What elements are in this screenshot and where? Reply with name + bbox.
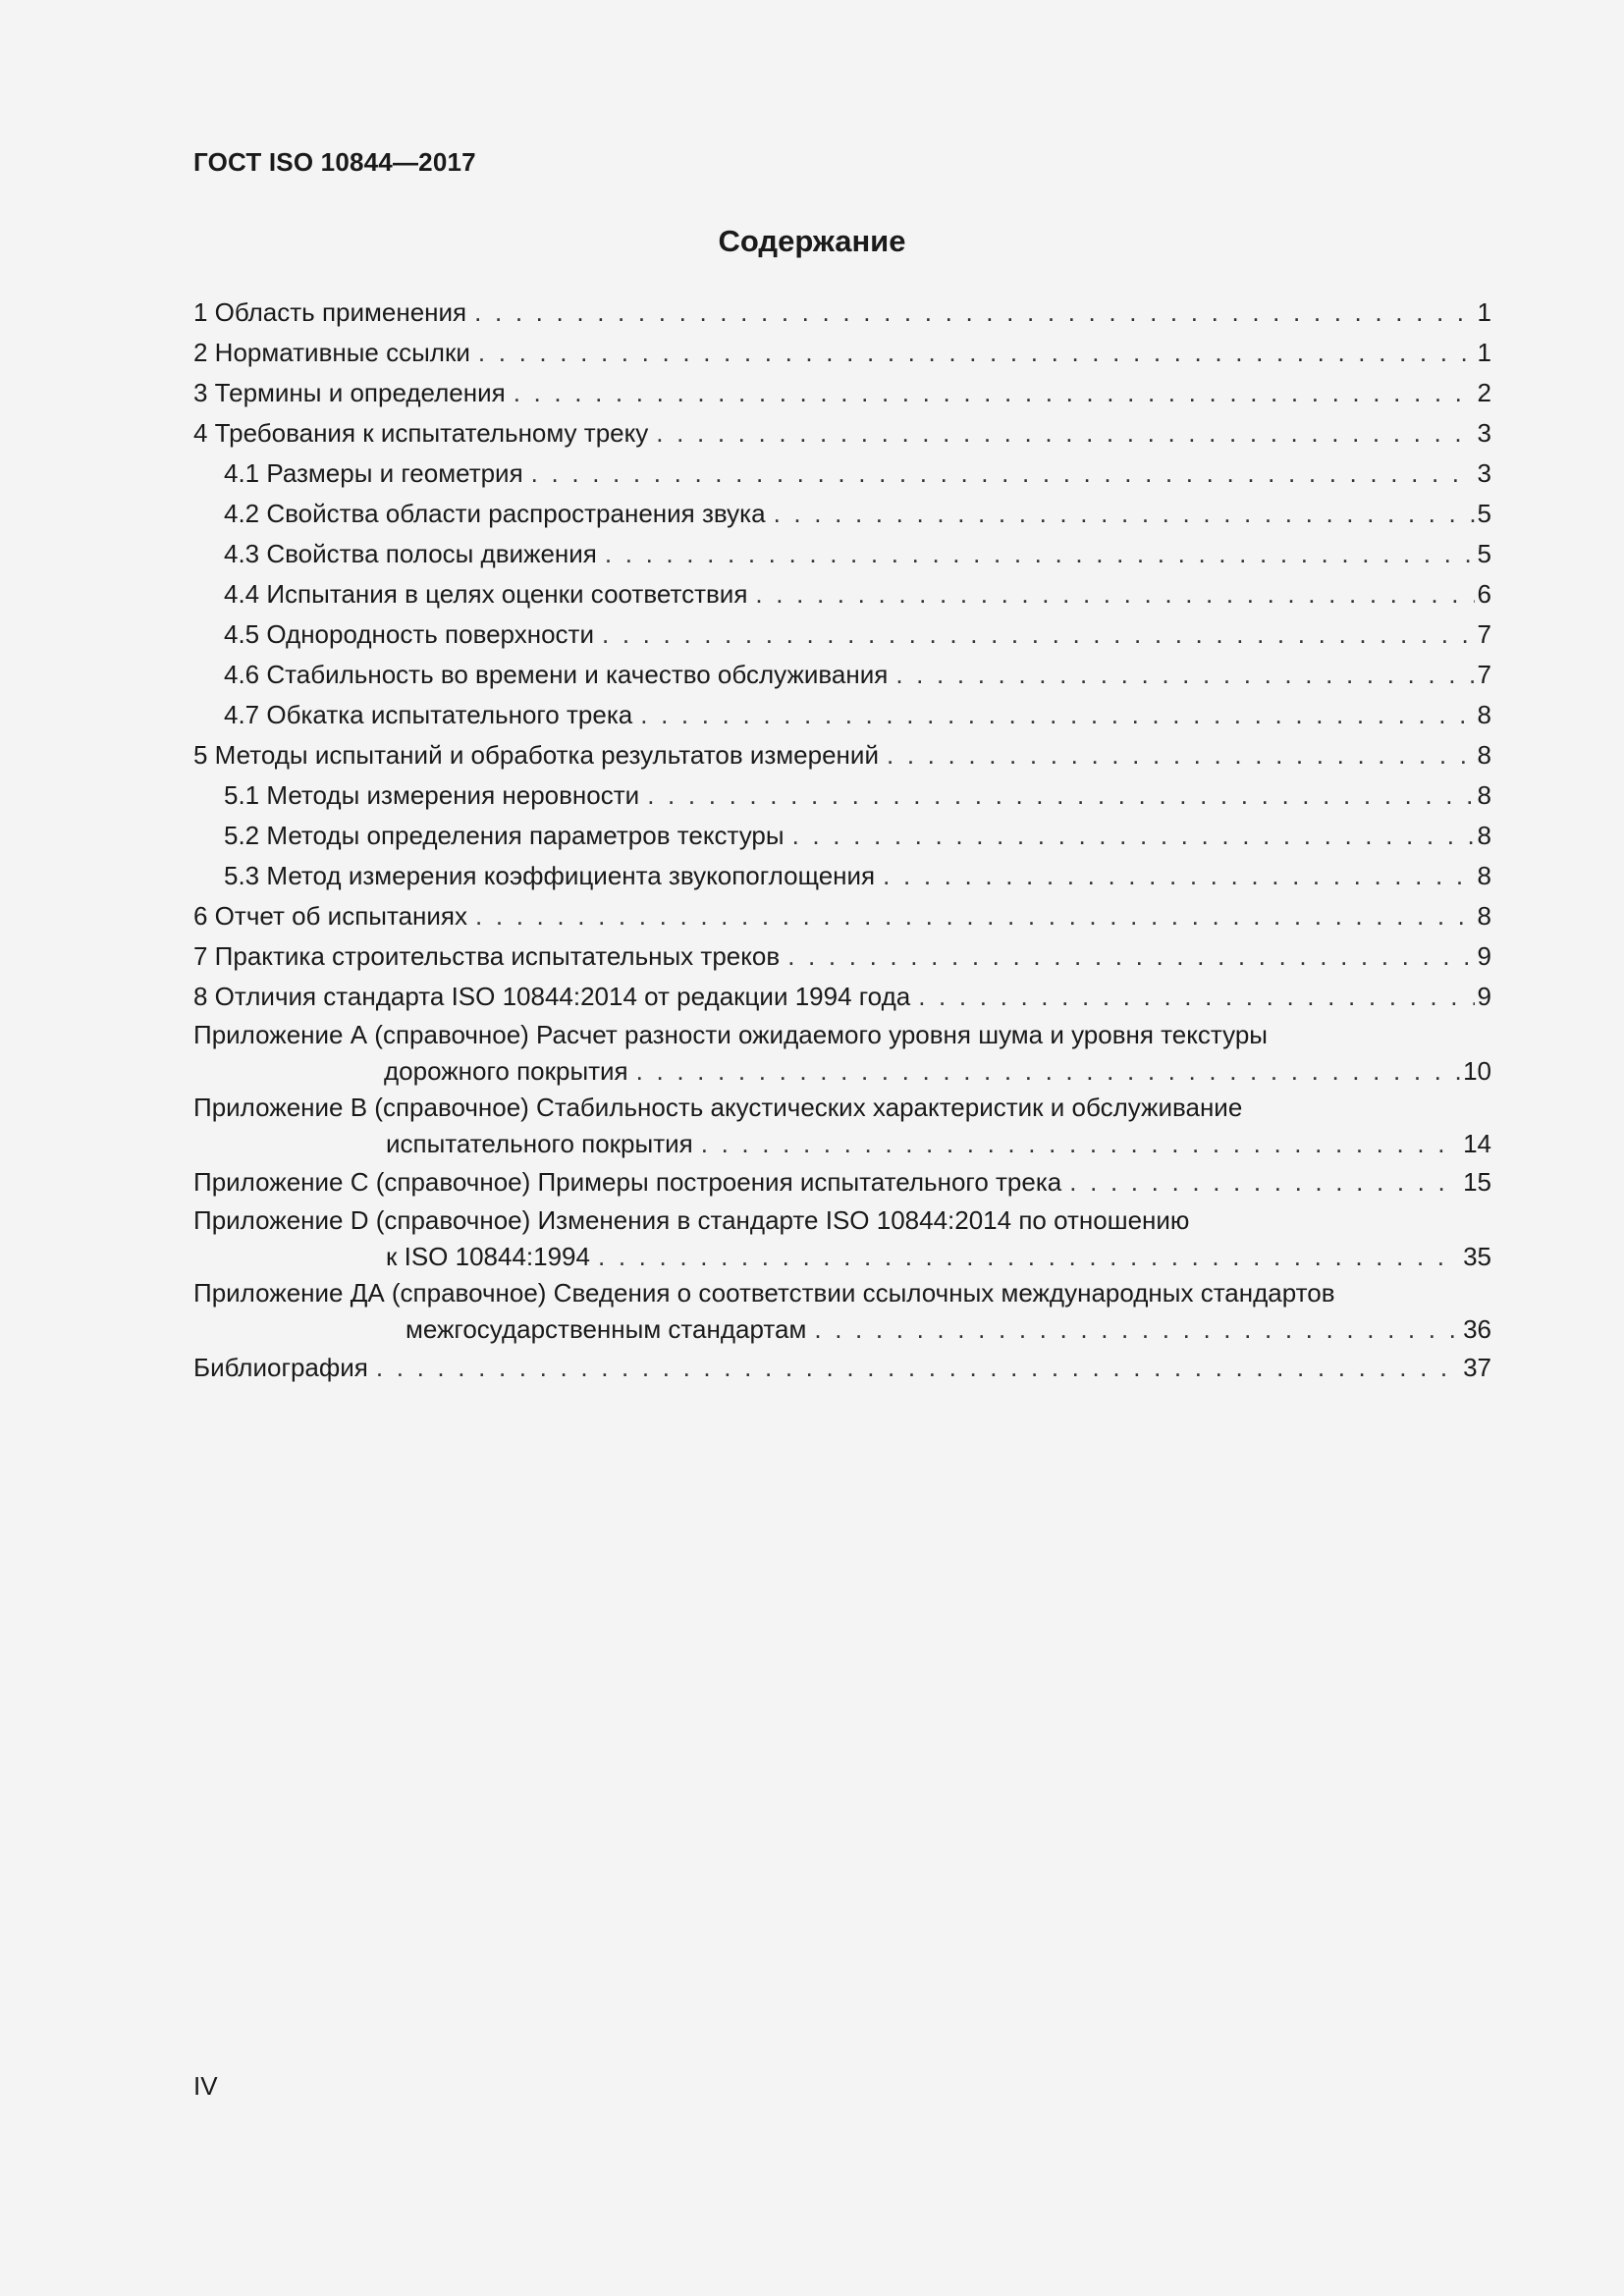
toc-entry-label: 4.6 Стабильность во времени и качество обслуживания [224, 660, 889, 689]
toc-entry-label: 4.3 Свойства полосы движения [224, 539, 597, 568]
leader-dots [656, 413, 1474, 454]
toc-entry-annex-da[interactable] [193, 1275, 1491, 1348]
leader-dots [887, 735, 1475, 775]
toc-entry-1[interactable] [193, 293, 1491, 333]
toc-entry-label: 5.2 Методы определения параметров текстуры [224, 821, 785, 850]
leader-dots [478, 333, 1475, 373]
toc-entry-page: 1 [1477, 297, 1491, 327]
toc-title: Содержание [718, 224, 906, 258]
leader-dots [531, 454, 1475, 494]
document-id: ГОСТ ISO 10844—2017 [193, 147, 476, 177]
toc-entry-label: 4 Требования к испытательному треку [193, 418, 649, 448]
toc-entry-page: 8 [1477, 700, 1491, 729]
toc-entry-label: 4.5 Однородность поверхности [224, 619, 594, 649]
leader-dots [474, 293, 1474, 333]
toc-entry-4[interactable] [193, 413, 1491, 454]
leader-dots [376, 1348, 1460, 1388]
leader-dots [787, 936, 1474, 977]
toc-entry-4-3[interactable] [193, 534, 1491, 574]
toc-entry-page: 8 [1477, 740, 1491, 770]
leader-dots [475, 896, 1475, 936]
toc-entry-page: 37 [1463, 1353, 1491, 1382]
toc-entry-label-continued: испытательного покрытия [386, 1129, 693, 1158]
toc-entry-label: 4.7 Обкатка испытательного трека [224, 700, 633, 729]
toc-entry-label: Приложение В (справочное) Стабильность акустических характеристик и обслуживание [193, 1093, 1243, 1122]
toc-entry-4-7[interactable] [193, 695, 1491, 735]
toc-entry-label: 5.1 Методы измерения неровности [224, 780, 640, 810]
table-of-contents [193, 293, 1491, 1388]
toc-entry-page: 35 [1463, 1242, 1491, 1271]
leader-dots [514, 373, 1475, 413]
leader-dots [640, 695, 1474, 735]
toc-entry-page: 5 [1477, 499, 1491, 528]
toc-entry-label: Библиография [193, 1353, 368, 1382]
toc-entry-2[interactable] [193, 333, 1491, 373]
toc-entry-5-3[interactable] [193, 856, 1491, 896]
toc-entry-annex-d[interactable] [193, 1202, 1491, 1275]
toc-entry-4-2[interactable] [193, 494, 1491, 534]
leader-dots [755, 574, 1474, 614]
toc-entry-label-continued: дорожного покрытия [384, 1056, 628, 1086]
toc-entry-label: Приложение D (справочное) Изменения в стандарте ISO 10844:2014 по отношению [193, 1205, 1190, 1235]
toc-entry-label: 7 Практика строительства испытательных треков [193, 941, 781, 971]
toc-entry-page: 8 [1477, 780, 1491, 810]
toc-entry-page: 9 [1477, 941, 1491, 971]
leader-dots [1069, 1162, 1460, 1202]
toc-entry-label: 4.1 Размеры и геометрия [224, 458, 523, 488]
leader-dots [602, 614, 1475, 655]
toc-entry-label: 5 Методы испытаний и обработка результатов измерений [193, 740, 879, 770]
toc-entry-label-continued: межгосударственным стандартам [406, 1314, 807, 1344]
toc-entry-annex-c[interactable] [193, 1162, 1491, 1202]
toc-entry-8[interactable] [193, 977, 1491, 1017]
toc-entry-5[interactable] [193, 735, 1491, 775]
toc-entry-page: 8 [1477, 861, 1491, 890]
toc-entry-page: 7 [1477, 619, 1491, 649]
toc-entry-page: 15 [1463, 1167, 1491, 1197]
toc-entry-label: 3 Термины и определения [193, 378, 506, 407]
toc-entry-annex-b[interactable] [193, 1090, 1491, 1162]
toc-entry-4-6[interactable] [193, 655, 1491, 695]
toc-entry-page: 14 [1463, 1129, 1491, 1158]
toc-entry-page: 1 [1477, 338, 1491, 367]
leader-dots [647, 775, 1474, 816]
toc-entry-label: 8 Отличия стандарта ISO 10844:2014 от редакции 1994 года [193, 982, 911, 1011]
toc-entry-page: 3 [1477, 418, 1491, 448]
toc-entry-4-5[interactable] [193, 614, 1491, 655]
toc-entry-bibliography[interactable] [193, 1348, 1491, 1388]
toc-entry-label: 2 Нормативные ссылки [193, 338, 470, 367]
toc-entry-page: 7 [1477, 660, 1491, 689]
leader-dots [883, 856, 1474, 896]
leader-dots [792, 816, 1475, 856]
leader-dots [598, 1238, 1460, 1275]
toc-entry-5-2[interactable] [193, 816, 1491, 856]
toc-entry-page: 8 [1477, 901, 1491, 931]
toc-entry-7[interactable] [193, 936, 1491, 977]
toc-entry-label: 5.3 Метод измерения коэффициента звукопоглощения [224, 861, 876, 890]
leader-dots [895, 655, 1474, 695]
leader-dots [605, 534, 1475, 574]
toc-entry-page: 10 [1463, 1056, 1491, 1086]
toc-entry-page: 3 [1477, 458, 1491, 488]
toc-entry-page: 6 [1477, 579, 1491, 609]
toc-entry-label-continued: к ISO 10844:1994 [386, 1242, 590, 1271]
page-number: IV [193, 2071, 218, 2101]
leader-dots [636, 1052, 1460, 1090]
toc-entry-5-1[interactable] [193, 775, 1491, 816]
leader-dots [774, 494, 1475, 534]
toc-entry-page: 9 [1477, 982, 1491, 1011]
toc-entry-label: 1 Область применения [193, 297, 467, 327]
toc-entry-page: 5 [1477, 539, 1491, 568]
leader-dots [814, 1310, 1460, 1348]
toc-entry-label: Приложение ДА (справочное) Сведения о соответствии ссылочных международных стандартов [193, 1278, 1335, 1308]
toc-entry-4-1[interactable] [193, 454, 1491, 494]
toc-entry-label: 4.4 Испытания в целях оценки соответствия [224, 579, 748, 609]
toc-entry-label: Приложение А (справочное) Расчет разности ожидаемого уровня шума и уровня текстуры [193, 1020, 1268, 1049]
toc-entry-6[interactable] [193, 896, 1491, 936]
leader-dots [701, 1125, 1460, 1162]
toc-entry-page: 8 [1477, 821, 1491, 850]
toc-entry-page: 2 [1477, 378, 1491, 407]
toc-entry-label: 6 Отчет об испытаниях [193, 901, 467, 931]
toc-entry-3[interactable] [193, 373, 1491, 413]
leader-dots [918, 977, 1474, 1017]
toc-entry-label: Приложение С (справочное) Примеры построения испытательного трека [193, 1167, 1062, 1197]
toc-entry-label: 4.2 Свойства области распространения звука [224, 499, 766, 528]
toc-entry-annex-a[interactable] [193, 1017, 1491, 1090]
toc-entry-4-4[interactable] [193, 574, 1491, 614]
toc-entry-page: 36 [1463, 1314, 1491, 1344]
